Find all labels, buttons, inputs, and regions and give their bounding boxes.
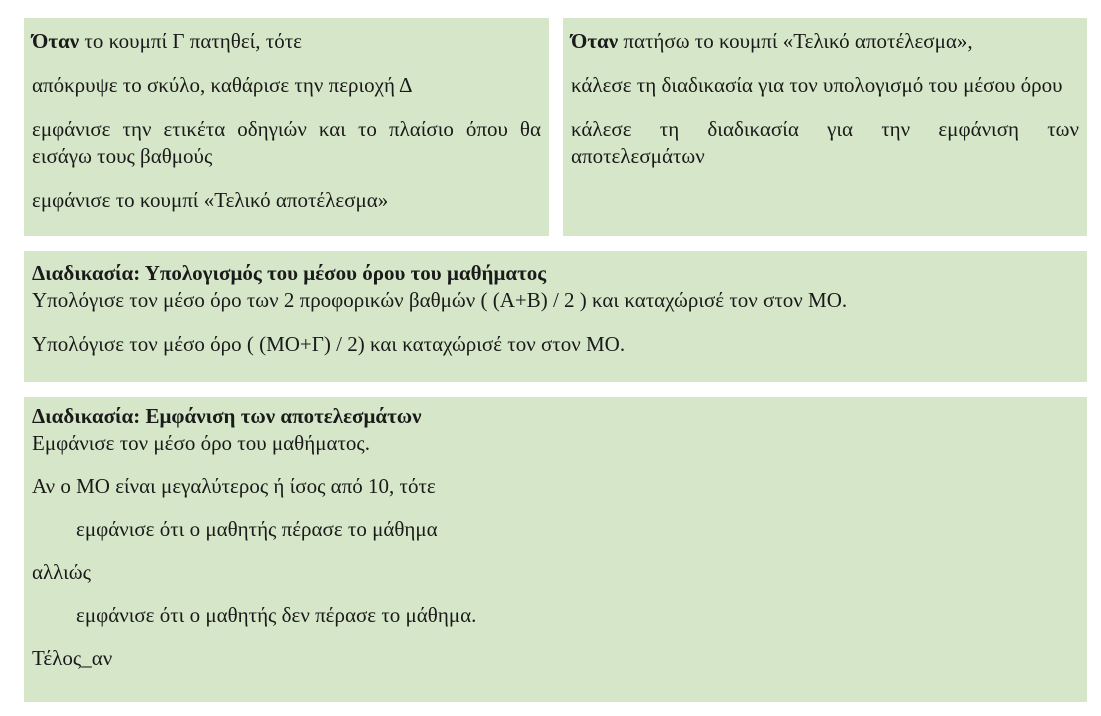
else-line: αλλιώς: [32, 560, 91, 584]
end-if-line: Τέλος_αν: [32, 646, 113, 670]
average-procedure-box: [24, 251, 1087, 382]
show-average-step: Εμφάνισε τον μέσο όρο του μαθήματος.: [32, 431, 370, 455]
oral-average-step: Υπολόγισε τον μέσο όρο των 2 προφορικών βαθμών ( (Α+Β) / 2 ) και καταχώρισέ τον στον ΜΟ.: [32, 288, 848, 312]
show-instructions-step: εμφάνισε την ετικέτα οδηγιών και το πλαίσιο όπου θα εισάγω τους βαθμούς: [32, 117, 541, 168]
c-button-event-line: [32, 28, 541, 55]
final-result-event-box: [563, 18, 1087, 236]
if-condition-line: Αν ο ΜΟ είναι μεγαλύτερος ή ίσος από 10, τότε: [32, 474, 436, 498]
results-procedure-box: [24, 397, 1087, 702]
show-final-button-step: εμφάνισε το κουμπί «Τελικό αποτέλεσμα»: [32, 188, 389, 212]
hide-dog-step: απόκρυψε το σκύλο, καθάρισε την περιοχή Δ: [32, 73, 413, 97]
c-button-event-box: [24, 18, 549, 236]
final-result-condition: πατήσω το κουμπί «Τελικό αποτέλεσμα»,: [618, 29, 973, 53]
average-procedure-title: Διαδικασία: Υπολογισμός του μέσου όρου του μαθήματος: [32, 261, 547, 285]
failed-step: εμφάνισε ότι ο μαθητής δεν πέρασε το μάθημα.: [76, 603, 477, 627]
call-average-step: κάλεσε τη διαδικασία για τον υπολογισμό του μέσου όρου: [571, 73, 1063, 97]
when-keyword: Όταν: [571, 29, 619, 53]
final-average-step: Υπολόγισε τον μέσο όρο ( (ΜΟ+Γ) / 2) και καταχώρισέ τον στον ΜΟ.: [32, 332, 626, 356]
results-procedure-title: Διαδικασία: Εμφάνιση των αποτελεσμάτων: [32, 404, 422, 428]
call-results-step: κάλεσε τη διαδικασία για την εμφάνιση των αποτελεσμάτων: [571, 117, 1079, 168]
final-result-event-line: [571, 28, 1079, 55]
passed-step: εμφάνισε ότι ο μαθητής πέρασε το μάθημα: [76, 517, 438, 541]
c-button-condition: το κουμπί Γ πατηθεί, τότε: [79, 29, 302, 53]
when-keyword: Όταν: [32, 29, 80, 53]
